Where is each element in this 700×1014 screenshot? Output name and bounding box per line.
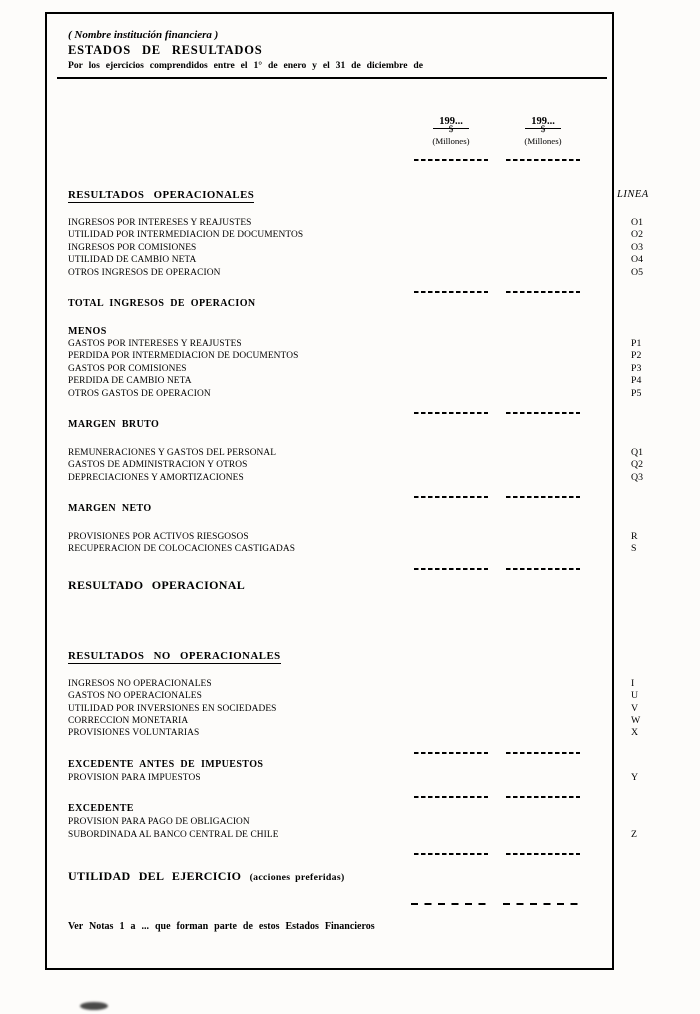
column-header-years xyxy=(68,111,658,125)
amount-line xyxy=(506,412,580,414)
item-label: UTILIDAD POR INTERMEDIACION DE DOCUMENTOS xyxy=(68,230,304,241)
subtotal-rule-row xyxy=(68,558,658,570)
total-row xyxy=(68,418,658,432)
column-header-currency xyxy=(68,125,658,136)
section-heading: RESULTADOS NO OPERACIONALES xyxy=(68,650,281,664)
statement-subtitle: Por los ejercicios comprendidos entre el 1° de enero y el 31 de diciembre de xyxy=(68,60,423,71)
amount-line xyxy=(506,496,580,498)
line-item xyxy=(68,472,658,484)
line-code: P4 xyxy=(631,375,642,387)
line-code: P2 xyxy=(631,350,642,362)
item-label: CORRECCION MONETARIA xyxy=(68,716,189,727)
line-item xyxy=(68,242,658,254)
currency-symbol-1: $ xyxy=(448,125,454,135)
line-code: O2 xyxy=(631,229,643,241)
institution-name-placeholder: ( Nombre institución financiera ) xyxy=(68,29,219,41)
notes-reference: Ver Notas 1 a ... que forman parte de estos Estados Financieros xyxy=(68,920,375,932)
total-label: MARGEN NETO xyxy=(68,503,152,515)
subtotal-rule-row xyxy=(68,742,658,754)
unit-label-1: (Millones) xyxy=(432,136,470,146)
total-label: EXCEDENTE xyxy=(68,803,134,815)
line-item xyxy=(68,829,658,841)
amount-line xyxy=(414,412,488,414)
amount-line xyxy=(414,496,488,498)
line-code: O4 xyxy=(631,254,643,266)
total-row xyxy=(68,502,658,516)
item-label: RECUPERACION DE COLOCACIONES CASTIGADAS xyxy=(68,544,296,555)
line-code: Q1 xyxy=(631,446,643,458)
line-code: R xyxy=(631,531,638,543)
item-label: OTROS GASTOS DE OPERACION xyxy=(68,388,211,399)
amount-line xyxy=(414,752,488,754)
line-code: I xyxy=(631,677,635,689)
statement-content xyxy=(68,28,658,932)
item-label: OTROS INGRESOS DE OPERACION xyxy=(68,267,221,278)
amount-line xyxy=(414,568,488,570)
item-label: INGRESOS NO OPERACIONALES xyxy=(68,678,212,689)
item-label: GASTOS POR INTERESES Y REAJUSTES xyxy=(68,338,242,349)
currency-symbol-2: $ xyxy=(540,125,546,135)
line-code: Q2 xyxy=(631,459,643,471)
line-code: P1 xyxy=(631,337,642,349)
total-row xyxy=(68,802,658,816)
line-code: O5 xyxy=(631,266,643,278)
item-label: INGRESOS POR INTERESES Y REAJUSTES xyxy=(68,218,252,228)
line-item xyxy=(68,217,658,229)
line-item xyxy=(68,678,658,690)
line-item xyxy=(68,363,658,375)
line-item xyxy=(68,267,658,279)
line-code: U xyxy=(631,690,639,702)
subtotal-rule-row xyxy=(68,486,658,498)
statement-title: ESTADOS DE RESULTADOS xyxy=(68,43,263,57)
year-column-2: 199... xyxy=(525,116,561,129)
line-code: O3 xyxy=(631,241,643,253)
amount-line xyxy=(506,796,580,798)
unit-label-2: (Millones) xyxy=(524,136,562,146)
operational-result-row xyxy=(68,576,658,594)
line-item xyxy=(68,350,658,362)
section-operational-heading-row xyxy=(68,189,658,204)
item-label: GASTOS POR COMISIONES xyxy=(68,363,187,374)
line-code: Q3 xyxy=(631,471,643,483)
line-code: P3 xyxy=(631,362,642,374)
line-item xyxy=(68,816,658,828)
item-label: GASTOS NO OPERACIONALES xyxy=(68,691,202,702)
year-column-1: 199... xyxy=(433,116,469,129)
line-item xyxy=(68,388,658,400)
line-code: Y xyxy=(631,771,639,783)
amount-line xyxy=(411,903,491,905)
net-income-row xyxy=(68,867,658,885)
item-label: UTILIDAD POR INVERSIONES EN SOCIEDADES xyxy=(68,703,277,714)
item-label: PROVISIONES POR ACTIVOS RIESGOSOS xyxy=(68,532,249,543)
section-heading: RESULTADOS OPERACIONALES xyxy=(68,189,254,203)
total-label: MARGEN BRUTO xyxy=(68,418,160,430)
total-row xyxy=(68,297,658,311)
header-rule xyxy=(57,77,607,79)
item-label: UTILIDAD DE CAMBIO NETA xyxy=(68,255,197,266)
item-label: GASTOS DE ADMINISTRACION Y OTROS xyxy=(68,460,248,471)
section-non-operational-heading-row xyxy=(68,650,658,665)
amount-line xyxy=(506,752,580,754)
line-item xyxy=(68,690,658,702)
line-item xyxy=(68,715,658,727)
total-label: TOTAL INGRESOS DE OPERACION xyxy=(68,297,256,309)
amount-line xyxy=(503,903,583,905)
line-code: V xyxy=(631,702,639,714)
line-item xyxy=(68,254,658,266)
subtotal-rule-row xyxy=(68,786,658,798)
item-label: PROVISIONES VOLUNTARIAS xyxy=(68,728,200,739)
column-header-unit xyxy=(68,136,658,147)
total-row xyxy=(68,758,658,772)
line-item xyxy=(68,338,658,350)
scan-artifact xyxy=(80,1002,108,1010)
line-item xyxy=(68,447,658,459)
line-item xyxy=(68,229,658,241)
net-income-note: (acciones preferidas) xyxy=(249,871,345,883)
line-item xyxy=(68,727,658,739)
column-header-rule-row xyxy=(68,149,658,161)
line-code: P5 xyxy=(631,387,642,399)
subtotal-rule-row xyxy=(68,843,658,855)
item-label: PROVISION PARA IMPUESTOS xyxy=(68,772,201,783)
line-item xyxy=(68,531,658,543)
line-code: Z xyxy=(631,828,637,840)
line-code: W xyxy=(631,715,641,727)
linea-column-header: LINEA xyxy=(617,189,649,200)
item-label: DEPRECIACIONES Y AMORTIZACIONES xyxy=(68,472,244,483)
menos-subheading-row xyxy=(68,325,658,338)
amount-line xyxy=(414,796,488,798)
item-label: PROVISION PARA PAGO DE OBLIGACION xyxy=(68,817,250,828)
amount-line xyxy=(414,853,488,855)
line-item xyxy=(68,459,658,471)
item-label: INGRESOS POR COMISIONES xyxy=(68,242,197,253)
item-label: REMUNERACIONES Y GASTOS DEL PERSONAL xyxy=(68,447,277,458)
total-label: EXCEDENTE ANTES DE IMPUESTOS xyxy=(68,758,264,770)
subtotal-rule-row xyxy=(68,402,658,414)
amount-line xyxy=(506,853,580,855)
item-label: PERDIDA DE CAMBIO NETA xyxy=(68,376,192,387)
line-code: O1 xyxy=(631,217,643,228)
amount-line xyxy=(506,568,580,570)
amount-line xyxy=(506,291,580,293)
line-item xyxy=(68,772,658,784)
line-code: S xyxy=(631,543,637,555)
line-item xyxy=(68,375,658,387)
line-item xyxy=(68,703,658,715)
subtotal-rule-row xyxy=(68,281,658,293)
subheading-label: MENOS xyxy=(68,325,107,337)
amount-line xyxy=(414,159,488,161)
amount-line xyxy=(506,159,580,161)
item-label: SUBORDINADA AL BANCO CENTRAL DE CHILE xyxy=(68,829,279,840)
final-rule-row xyxy=(68,893,658,905)
amount-line xyxy=(414,291,488,293)
total-label: RESULTADO OPERACIONAL xyxy=(68,577,245,592)
line-item xyxy=(68,543,658,555)
line-code: X xyxy=(631,727,639,739)
item-label: PERDIDA POR INTERMEDIACION DE DOCUMENTOS xyxy=(68,351,299,362)
net-income-label: UTILIDAD DEL EJERCICIO xyxy=(68,868,242,883)
